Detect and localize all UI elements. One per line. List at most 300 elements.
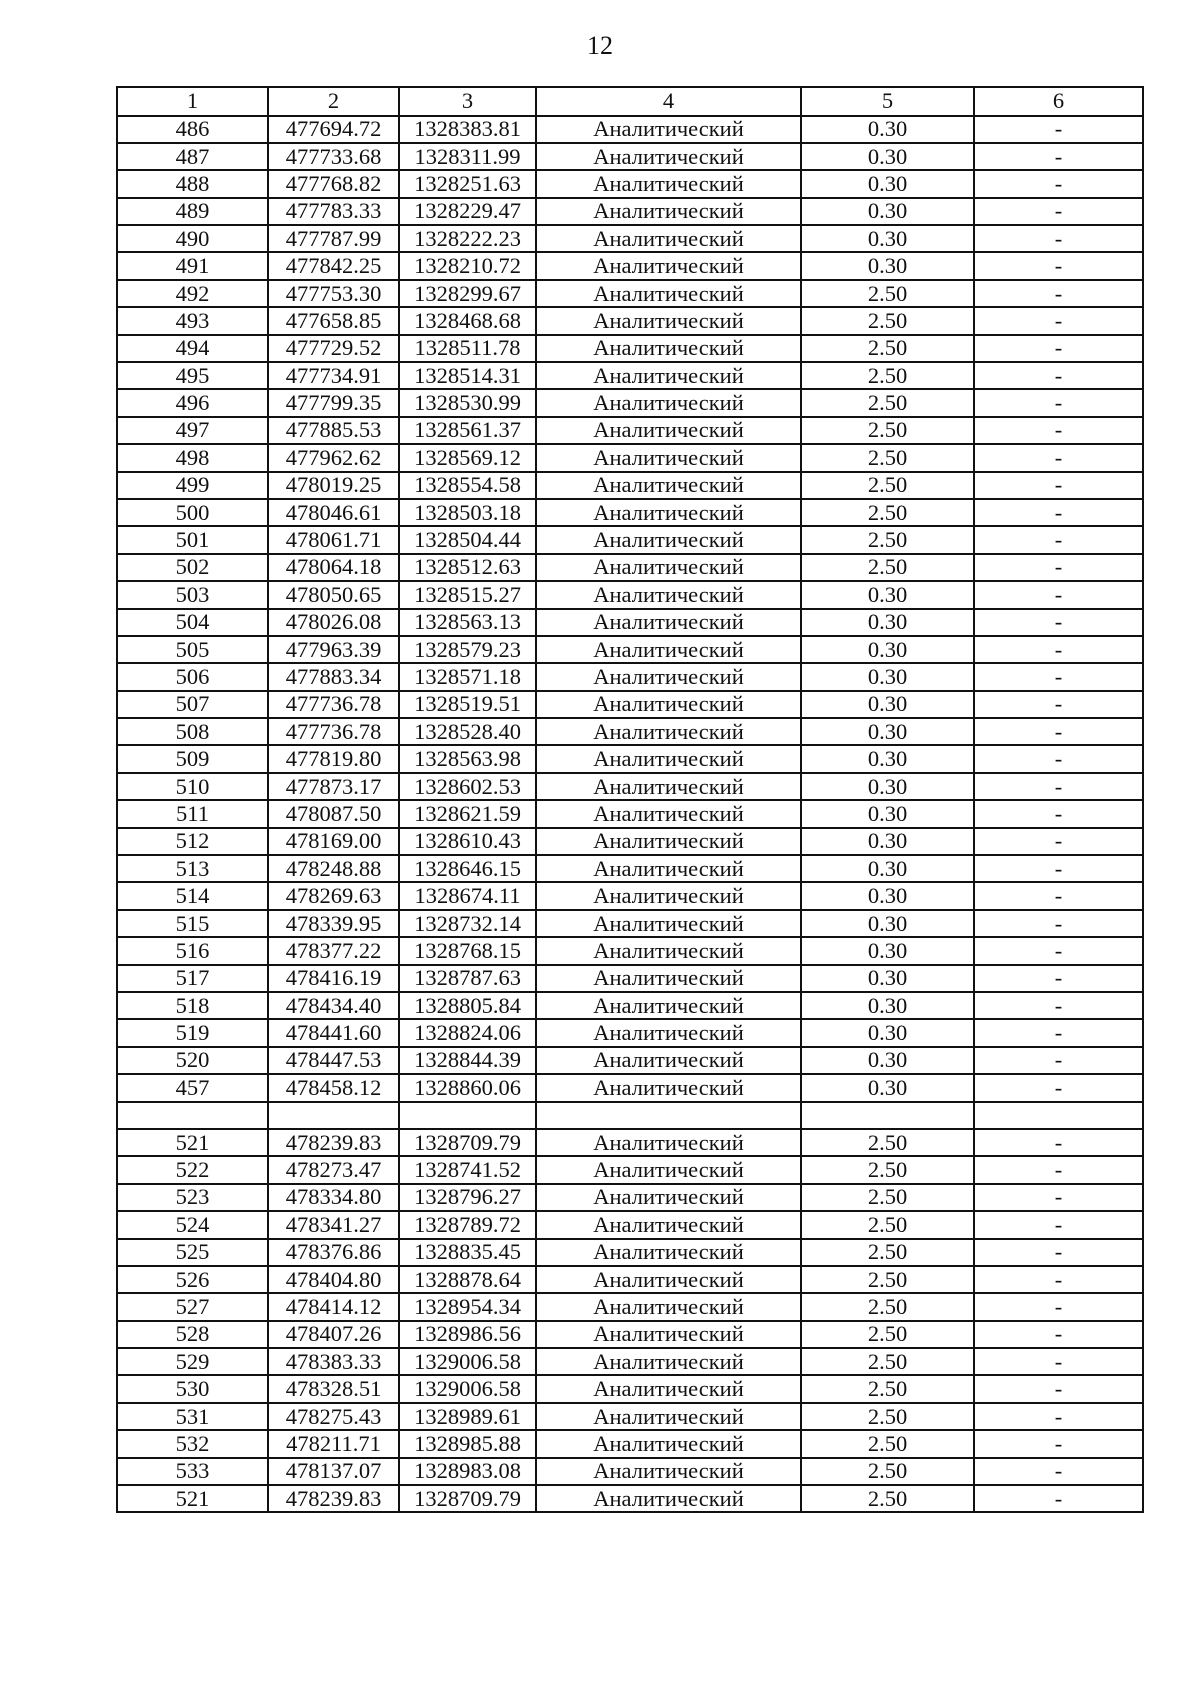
point-number-cell: 494 — [117, 335, 268, 362]
note-cell: - — [974, 1239, 1143, 1266]
x-coordinate-cell: 478441.60 — [268, 1019, 399, 1046]
table-row — [117, 1156, 1143, 1183]
table-row — [117, 499, 1143, 526]
accuracy-cell: 2.50 — [801, 1375, 974, 1402]
point-number-cell: 522 — [117, 1156, 268, 1183]
method-cell: Аналитический — [536, 1156, 801, 1183]
table-row — [117, 170, 1143, 197]
y-coordinate-cell: 1328222.23 — [399, 225, 536, 252]
note-cell: - — [974, 855, 1143, 882]
method-cell: Аналитический — [536, 1485, 801, 1512]
point-number-cell: 509 — [117, 745, 268, 772]
y-coordinate-cell: 1328561.37 — [399, 417, 536, 444]
x-coordinate-cell: 478407.26 — [268, 1321, 399, 1348]
y-coordinate-cell: 1328844.39 — [399, 1047, 536, 1074]
x-coordinate-cell: 478273.47 — [268, 1156, 399, 1183]
note-cell: - — [974, 1019, 1143, 1046]
note-cell: - — [974, 1293, 1143, 1320]
accuracy-cell: 2.50 — [801, 335, 974, 362]
note-cell: - — [974, 691, 1143, 718]
x-coordinate-cell: 478434.40 — [268, 992, 399, 1019]
point-number-cell: 498 — [117, 444, 268, 471]
point-number-cell: 490 — [117, 225, 268, 252]
point-number-cell: 496 — [117, 389, 268, 416]
method-cell: Аналитический — [536, 745, 801, 772]
y-coordinate-cell: 1328563.13 — [399, 609, 536, 636]
method-cell: Аналитический — [536, 1074, 801, 1101]
y-coordinate-cell: 1328741.52 — [399, 1156, 536, 1183]
y-coordinate-cell: 1328515.27 — [399, 581, 536, 608]
point-number-cell: 506 — [117, 663, 268, 690]
x-coordinate-cell: 478061.71 — [268, 526, 399, 553]
accuracy-cell: 2.50 — [801, 362, 974, 389]
table-row — [117, 198, 1143, 225]
table-row — [117, 554, 1143, 581]
y-coordinate-cell: 1328511.78 — [399, 335, 536, 362]
note-cell: - — [974, 554, 1143, 581]
table-row — [117, 663, 1143, 690]
method-cell: Аналитический — [536, 992, 801, 1019]
table-row — [117, 444, 1143, 471]
method-cell: Аналитический — [536, 1430, 801, 1457]
note-cell: - — [974, 335, 1143, 362]
x-coordinate-cell: 477885.53 — [268, 417, 399, 444]
point-number-cell: 526 — [117, 1266, 268, 1293]
method-cell: Аналитический — [536, 362, 801, 389]
method-cell: Аналитический — [536, 1458, 801, 1485]
point-number-cell: 486 — [117, 116, 268, 143]
point-number-cell: 524 — [117, 1211, 268, 1238]
note-cell: - — [974, 1184, 1143, 1211]
point-number-cell: 529 — [117, 1348, 268, 1375]
table-header-row — [117, 87, 1143, 116]
point-number-cell: 519 — [117, 1019, 268, 1046]
note-cell: - — [974, 225, 1143, 252]
method-cell: Аналитический — [536, 252, 801, 279]
x-coordinate-cell: 478050.65 — [268, 581, 399, 608]
table-row — [117, 1375, 1143, 1402]
y-coordinate-cell: 1328383.81 — [399, 116, 536, 143]
x-coordinate-cell: 477873.17 — [268, 773, 399, 800]
column-header: 4 — [536, 87, 801, 116]
point-number-cell: 488 — [117, 170, 268, 197]
note-cell: - — [974, 307, 1143, 334]
accuracy-cell: 2.50 — [801, 1458, 974, 1485]
method-cell: Аналитический — [536, 718, 801, 745]
table-row — [117, 1211, 1143, 1238]
table-row — [117, 581, 1143, 608]
note-cell: - — [974, 1375, 1143, 1402]
method-cell: Аналитический — [536, 526, 801, 553]
table-row — [117, 526, 1143, 553]
accuracy-cell: 0.30 — [801, 1074, 974, 1101]
method-cell: Аналитический — [536, 663, 801, 690]
coordinates-table — [116, 86, 1144, 1513]
table-row — [117, 636, 1143, 663]
table-row — [117, 1430, 1143, 1457]
method-cell: Аналитический — [536, 1019, 801, 1046]
method-cell: Аналитический — [536, 937, 801, 964]
x-coordinate-cell: 477768.82 — [268, 170, 399, 197]
y-coordinate-cell: 1328229.47 — [399, 198, 536, 225]
x-coordinate-cell: 478269.63 — [268, 882, 399, 909]
table-row — [117, 745, 1143, 772]
x-coordinate-cell: 477819.80 — [268, 745, 399, 772]
method-cell: Аналитический — [536, 882, 801, 909]
point-number-cell: 499 — [117, 472, 268, 499]
x-coordinate-cell: 477733.68 — [268, 143, 399, 170]
note-cell: - — [974, 280, 1143, 307]
y-coordinate-cell: 1328768.15 — [399, 937, 536, 964]
table-row — [117, 1458, 1143, 1485]
method-cell: Аналитический — [536, 800, 801, 827]
method-cell: Аналитический — [536, 143, 801, 170]
method-cell: Аналитический — [536, 1239, 801, 1266]
accuracy-cell: 2.50 — [801, 1129, 974, 1156]
note-cell: - — [974, 1485, 1143, 1512]
y-coordinate-cell: 1328674.11 — [399, 882, 536, 909]
table-row — [117, 307, 1143, 334]
table-row — [117, 1047, 1143, 1074]
point-number-cell: 504 — [117, 609, 268, 636]
point-number-cell: 491 — [117, 252, 268, 279]
accuracy-cell: 0.30 — [801, 910, 974, 937]
x-coordinate-cell: 478334.80 — [268, 1184, 399, 1211]
point-number-cell: 531 — [117, 1403, 268, 1430]
accuracy-cell: 2.50 — [801, 1184, 974, 1211]
method-cell: Аналитический — [536, 828, 801, 855]
method-cell: Аналитический — [536, 225, 801, 252]
x-coordinate-cell: 477962.62 — [268, 444, 399, 471]
note-cell: - — [974, 1348, 1143, 1375]
note-cell: - — [974, 444, 1143, 471]
y-coordinate-cell: 1328251.63 — [399, 170, 536, 197]
x-coordinate-cell: 478416.19 — [268, 965, 399, 992]
note-cell: - — [974, 609, 1143, 636]
point-number-cell: 521 — [117, 1129, 268, 1156]
y-coordinate-cell: 1329006.58 — [399, 1375, 536, 1402]
point-number-cell: 532 — [117, 1430, 268, 1457]
point-number-cell: 512 — [117, 828, 268, 855]
x-coordinate-cell: 478376.86 — [268, 1239, 399, 1266]
accuracy-cell: 2.50 — [801, 554, 974, 581]
accuracy-cell: 0.30 — [801, 828, 974, 855]
table-row — [117, 1321, 1143, 1348]
point-number-cell: 514 — [117, 882, 268, 909]
y-coordinate-cell: 1328709.79 — [399, 1129, 536, 1156]
note-cell: - — [974, 1074, 1143, 1101]
y-coordinate-cell: 1328554.58 — [399, 472, 536, 499]
x-coordinate-cell: 477734.91 — [268, 362, 399, 389]
column-header: 5 — [801, 87, 974, 116]
point-number-cell: 489 — [117, 198, 268, 225]
x-coordinate-cell: 477736.78 — [268, 691, 399, 718]
x-coordinate-cell: 478026.08 — [268, 609, 399, 636]
y-coordinate-cell: 1328579.23 — [399, 636, 536, 663]
accuracy-cell: 0.30 — [801, 663, 974, 690]
table-row — [117, 1184, 1143, 1211]
accuracy-cell: 0.30 — [801, 636, 974, 663]
x-coordinate-cell: 478169.00 — [268, 828, 399, 855]
accuracy-cell: 2.50 — [801, 417, 974, 444]
x-coordinate-cell: 478404.80 — [268, 1266, 399, 1293]
point-number-cell: 518 — [117, 992, 268, 1019]
method-cell: Аналитический — [536, 444, 801, 471]
point-number-cell: 508 — [117, 718, 268, 745]
column-header: 3 — [399, 87, 536, 116]
table-row — [117, 965, 1143, 992]
method-cell: Аналитический — [536, 417, 801, 444]
x-coordinate-cell: 477658.85 — [268, 307, 399, 334]
accuracy-cell — [801, 1102, 974, 1129]
note-cell: - — [974, 965, 1143, 992]
table-row — [117, 1129, 1143, 1156]
method-cell: Аналитический — [536, 609, 801, 636]
accuracy-cell: 0.30 — [801, 855, 974, 882]
point-number-cell: 510 — [117, 773, 268, 800]
accuracy-cell: 2.50 — [801, 1156, 974, 1183]
x-coordinate-cell: 477694.72 — [268, 116, 399, 143]
note-cell: - — [974, 472, 1143, 499]
point-number-cell: 497 — [117, 417, 268, 444]
point-number-cell: 525 — [117, 1239, 268, 1266]
y-coordinate-cell: 1328824.06 — [399, 1019, 536, 1046]
accuracy-cell: 0.30 — [801, 252, 974, 279]
table-row — [117, 1485, 1143, 1512]
note-cell: - — [974, 663, 1143, 690]
method-cell: Аналитический — [536, 307, 801, 334]
y-coordinate-cell: 1328646.15 — [399, 855, 536, 882]
point-number-cell: 530 — [117, 1375, 268, 1402]
y-coordinate-cell: 1328299.67 — [399, 280, 536, 307]
method-cell: Аналитический — [536, 691, 801, 718]
x-coordinate-cell: 478341.27 — [268, 1211, 399, 1238]
note-cell: - — [974, 389, 1143, 416]
y-coordinate-cell: 1328709.79 — [399, 1485, 536, 1512]
note-cell: - — [974, 499, 1143, 526]
x-coordinate-cell: 478414.12 — [268, 1293, 399, 1320]
method-cell: Аналитический — [536, 472, 801, 499]
method-cell: Аналитический — [536, 1403, 801, 1430]
point-number-cell: 511 — [117, 800, 268, 827]
point-number-cell: 533 — [117, 1458, 268, 1485]
x-coordinate-cell: 477729.52 — [268, 335, 399, 362]
note-cell: - — [974, 581, 1143, 608]
x-coordinate-cell: 477842.25 — [268, 252, 399, 279]
method-cell: Аналитический — [536, 1047, 801, 1074]
accuracy-cell: 0.30 — [801, 800, 974, 827]
accuracy-cell: 0.30 — [801, 937, 974, 964]
y-coordinate-cell: 1328563.98 — [399, 745, 536, 772]
note-cell: - — [974, 828, 1143, 855]
table-row — [117, 691, 1143, 718]
x-coordinate-cell: 478239.83 — [268, 1129, 399, 1156]
method-cell: Аналитический — [536, 910, 801, 937]
y-coordinate-cell: 1328732.14 — [399, 910, 536, 937]
x-coordinate-cell: 478458.12 — [268, 1074, 399, 1101]
point-number-cell: 507 — [117, 691, 268, 718]
accuracy-cell: 2.50 — [801, 499, 974, 526]
method-cell: Аналитический — [536, 335, 801, 362]
y-coordinate-cell: 1328519.51 — [399, 691, 536, 718]
accuracy-cell: 2.50 — [801, 1266, 974, 1293]
y-coordinate-cell: 1328530.99 — [399, 389, 536, 416]
method-cell: Аналитический — [536, 1184, 801, 1211]
accuracy-cell: 0.30 — [801, 609, 974, 636]
table-row — [117, 143, 1143, 170]
note-cell: - — [974, 1321, 1143, 1348]
point-number-cell: 505 — [117, 636, 268, 663]
table-row — [117, 992, 1143, 1019]
note-cell: - — [974, 362, 1143, 389]
point-number-cell: 523 — [117, 1184, 268, 1211]
note-cell: - — [974, 745, 1143, 772]
table-row — [117, 1239, 1143, 1266]
point-number-cell: 492 — [117, 280, 268, 307]
note-cell — [974, 1102, 1143, 1129]
note-cell: - — [974, 1129, 1143, 1156]
x-coordinate-cell: 478087.50 — [268, 800, 399, 827]
x-coordinate-cell: 478064.18 — [268, 554, 399, 581]
y-coordinate-cell: 1328986.56 — [399, 1321, 536, 1348]
table-row — [117, 335, 1143, 362]
y-coordinate-cell: 1328878.64 — [399, 1266, 536, 1293]
point-number-cell: 515 — [117, 910, 268, 937]
y-coordinate-cell: 1328468.68 — [399, 307, 536, 334]
table-row — [117, 1074, 1143, 1101]
table-row — [117, 609, 1143, 636]
method-cell: Аналитический — [536, 1375, 801, 1402]
accuracy-cell: 0.30 — [801, 1047, 974, 1074]
page-number: 12 — [587, 31, 613, 60]
table-row — [117, 828, 1143, 855]
x-coordinate-cell: 477963.39 — [268, 636, 399, 663]
table-row — [117, 417, 1143, 444]
note-cell: - — [974, 636, 1143, 663]
accuracy-cell: 0.30 — [801, 773, 974, 800]
x-coordinate-cell: 478447.53 — [268, 1047, 399, 1074]
accuracy-cell: 0.30 — [801, 882, 974, 909]
y-coordinate-cell: 1328504.44 — [399, 526, 536, 553]
table-row — [117, 1403, 1143, 1430]
table-row — [117, 800, 1143, 827]
note-cell: - — [974, 992, 1143, 1019]
note-cell: - — [974, 1156, 1143, 1183]
y-coordinate-cell: 1328954.34 — [399, 1293, 536, 1320]
method-cell: Аналитический — [536, 1211, 801, 1238]
note-cell: - — [974, 910, 1143, 937]
accuracy-cell: 2.50 — [801, 307, 974, 334]
accuracy-cell: 2.50 — [801, 526, 974, 553]
table-row — [117, 280, 1143, 307]
accuracy-cell: 0.30 — [801, 745, 974, 772]
table-row — [117, 773, 1143, 800]
note-cell: - — [974, 800, 1143, 827]
point-number-cell: 527 — [117, 1293, 268, 1320]
x-coordinate-cell: 478046.61 — [268, 499, 399, 526]
point-number-cell: 501 — [117, 526, 268, 553]
point-number-cell: 495 — [117, 362, 268, 389]
method-cell: Аналитический — [536, 198, 801, 225]
note-cell: - — [974, 937, 1143, 964]
note-cell: - — [974, 143, 1143, 170]
table-row — [117, 718, 1143, 745]
x-coordinate-cell: 478239.83 — [268, 1485, 399, 1512]
method-cell: Аналитический — [536, 389, 801, 416]
note-cell: - — [974, 1430, 1143, 1457]
table-row — [117, 1348, 1143, 1375]
point-number-cell: 493 — [117, 307, 268, 334]
method-cell: Аналитический — [536, 499, 801, 526]
x-coordinate-cell: 477736.78 — [268, 718, 399, 745]
method-cell: Аналитический — [536, 636, 801, 663]
accuracy-cell: 2.50 — [801, 1403, 974, 1430]
accuracy-cell: 2.50 — [801, 1211, 974, 1238]
note-cell: - — [974, 1047, 1143, 1074]
note-cell: - — [974, 170, 1143, 197]
note-cell: - — [974, 1211, 1143, 1238]
table-row — [117, 1293, 1143, 1320]
y-coordinate-cell: 1328503.18 — [399, 499, 536, 526]
x-coordinate-cell: 477753.30 — [268, 280, 399, 307]
note-cell: - — [974, 1266, 1143, 1293]
point-number-cell: 457 — [117, 1074, 268, 1101]
table-row — [117, 1102, 1143, 1129]
x-coordinate-cell: 478275.43 — [268, 1403, 399, 1430]
method-cell: Аналитический — [536, 1129, 801, 1156]
note-cell: - — [974, 198, 1143, 225]
x-coordinate-cell — [268, 1102, 399, 1129]
y-coordinate-cell: 1328621.59 — [399, 800, 536, 827]
accuracy-cell: 2.50 — [801, 472, 974, 499]
y-coordinate-cell: 1328528.40 — [399, 718, 536, 745]
table-row — [117, 225, 1143, 252]
x-coordinate-cell: 477787.99 — [268, 225, 399, 252]
y-coordinate-cell: 1328787.63 — [399, 965, 536, 992]
accuracy-cell: 2.50 — [801, 1239, 974, 1266]
note-cell: - — [974, 252, 1143, 279]
table-body — [117, 116, 1143, 1513]
note-cell: - — [974, 1403, 1143, 1430]
point-number-cell: 500 — [117, 499, 268, 526]
column-header: 1 — [117, 87, 268, 116]
point-number-cell: 516 — [117, 937, 268, 964]
accuracy-cell: 2.50 — [801, 1430, 974, 1457]
accuracy-cell: 0.30 — [801, 198, 974, 225]
point-number-cell: 521 — [117, 1485, 268, 1512]
accuracy-cell: 2.50 — [801, 1321, 974, 1348]
accuracy-cell: 0.30 — [801, 1019, 974, 1046]
table-row — [117, 116, 1143, 143]
table-row — [117, 882, 1143, 909]
note-cell: - — [974, 718, 1143, 745]
note-cell: - — [974, 417, 1143, 444]
accuracy-cell: 0.30 — [801, 992, 974, 1019]
y-coordinate-cell: 1328983.08 — [399, 1458, 536, 1485]
accuracy-cell: 2.50 — [801, 1293, 974, 1320]
method-cell: Аналитический — [536, 965, 801, 992]
accuracy-cell: 2.50 — [801, 1348, 974, 1375]
x-coordinate-cell: 478328.51 — [268, 1375, 399, 1402]
y-coordinate-cell — [399, 1102, 536, 1129]
accuracy-cell: 0.30 — [801, 143, 974, 170]
y-coordinate-cell: 1328569.12 — [399, 444, 536, 471]
y-coordinate-cell: 1328571.18 — [399, 663, 536, 690]
point-number-cell — [117, 1102, 268, 1129]
y-coordinate-cell: 1328985.88 — [399, 1430, 536, 1457]
y-coordinate-cell: 1328860.06 — [399, 1074, 536, 1101]
method-cell: Аналитический — [536, 280, 801, 307]
